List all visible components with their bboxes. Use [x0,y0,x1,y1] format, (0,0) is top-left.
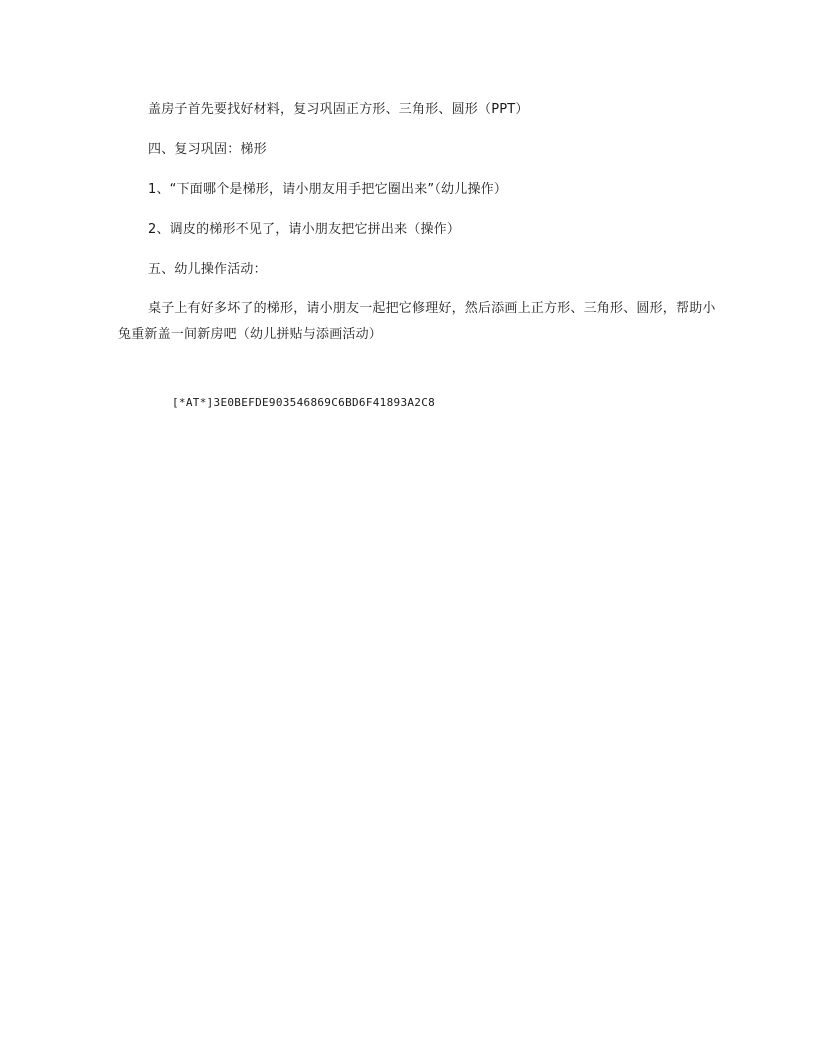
document-code: [*AT*]3E0BEFDE903546869C6BD6F41893A2C8 [172,396,436,409]
paragraph-materials: 盖房子首先要找好材料，复习巩固正方形、三角形、圆形（PPT） [148,102,529,117]
paragraph-step-1: 1、“下面哪个是梯形，请小朋友用手把它圈出来”（幼儿操作） [148,182,508,197]
heading-activity: 五、幼儿操作活动： [148,262,267,277]
paragraph-activity-description: 桌子上有好多坏了的梯形，请小朋友一起把它修理好，然后添画上正方形、三角形、圆形，帮助小兔重新盖一间新房吧（幼儿拼贴与添画活动） [118,301,716,342]
paragraph-step-2: 2、调皮的梯形不见了，请小朋友把它拼出来（操作） [148,222,461,237]
heading-review-trapezoid: 四、复习巩固：梯形 [148,142,267,157]
